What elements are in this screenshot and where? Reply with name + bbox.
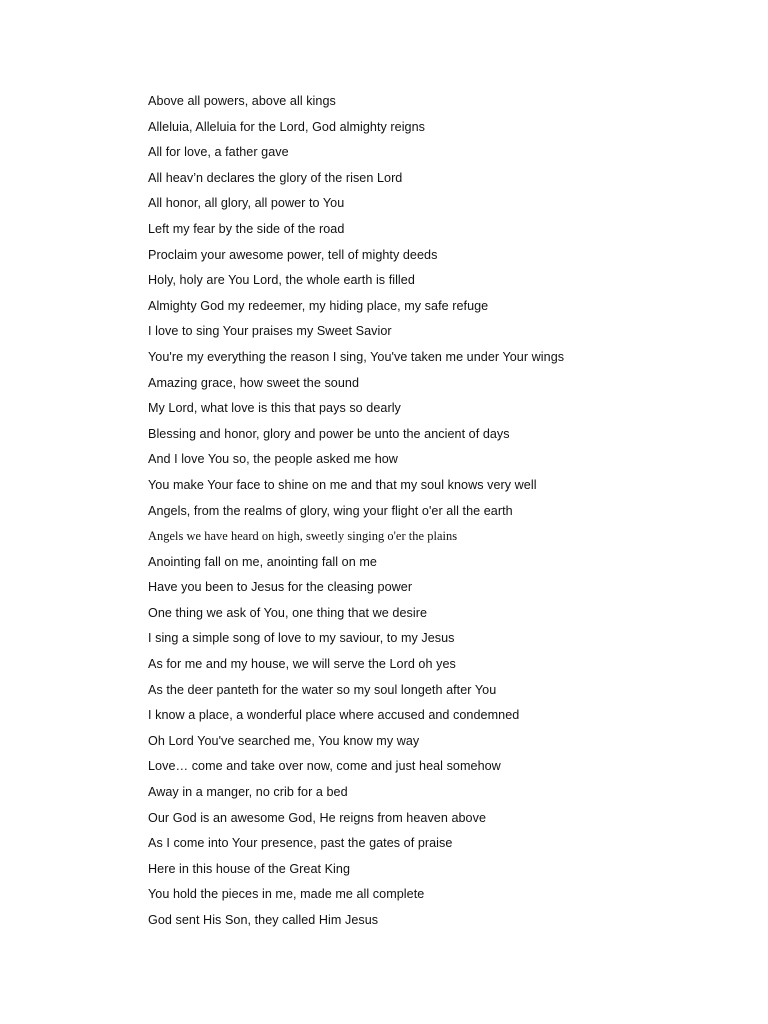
song-title-line: And I love You so, the people asked me how [148,452,398,467]
song-title-line: You make Your face to shine on me and that my soul knows very well [148,477,537,492]
song-title-line: My Lord, what love is this that pays so dearly [148,401,401,416]
song-title-line: Angels, from the realms of glory, wing your flight o'er all the earth [148,503,513,518]
song-title-line: Away in a manger, no crib for a bed [148,785,348,800]
song-title-line: God sent His Son, they called Him Jesus [148,913,379,927]
song-title-line: As I come into Your presence, past the gates of praise [148,836,453,851]
song-title-line: You hold the pieces in me, made me all complete [148,887,425,902]
song-title-line: I sing a simple song of love to my saviour, to my Jesus [148,631,455,646]
song-title-line: I know a place, a wonderful place where accused and condemned [148,708,520,723]
song-title-line: Almighty God my redeemer, my hiding place, my safe refuge [148,298,489,313]
song-title-line: As the deer panteth for the water so my soul longeth after You [148,682,497,697]
song-title-line: Love… come and take over now, come and just heal somehow [148,759,501,774]
song-title-line: Anointing fall on me, anointing fall on me [148,554,377,569]
song-title-list [148,91,748,936]
song-title-line: Our God is an awesome God, He reigns from heaven above [148,810,487,825]
song-title-line: Have you been to Jesus for the cleasing power [148,580,413,595]
song-title-line: I love to sing Your praises my Sweet Savior [148,324,392,339]
song-title-line: Angels we have heard on high, sweetly singing o'er the plains [148,529,458,544]
song-title-line: Here in this house of the Great King [148,861,351,876]
song-title-line: Above all powers, above all kings [148,94,336,108]
song-title-line: All honor, all glory, all power to You [148,196,345,211]
song-title-line: Oh Lord You've searched me, You know my way [148,733,420,748]
song-title-line: All for love, a father gave [148,145,289,160]
song-title-line: As for me and my house, we will serve the Lord oh yes [148,657,456,672]
song-title-line: You're my everything the reason I sing, You've taken me under Your wings [148,349,565,364]
song-title-line: Amazing grace, how sweet the sound [148,375,360,390]
song-title-line: Blessing and honor, glory and power be unto the ancient of days [148,426,510,441]
song-title-line: Left my fear by the side of the road [148,221,345,236]
song-title-line: One thing we ask of You, one thing that we desire [148,605,428,620]
song-title-line: Alleluia, Alleluia for the Lord, God almighty reigns [148,119,426,134]
song-title-line: All heav’n declares the glory of the risen Lord [148,170,403,185]
song-title-line: Proclaim your awesome power, tell of mighty deeds [148,247,438,262]
song-title-line: Holy, holy are You Lord, the whole earth is filled [148,273,415,288]
